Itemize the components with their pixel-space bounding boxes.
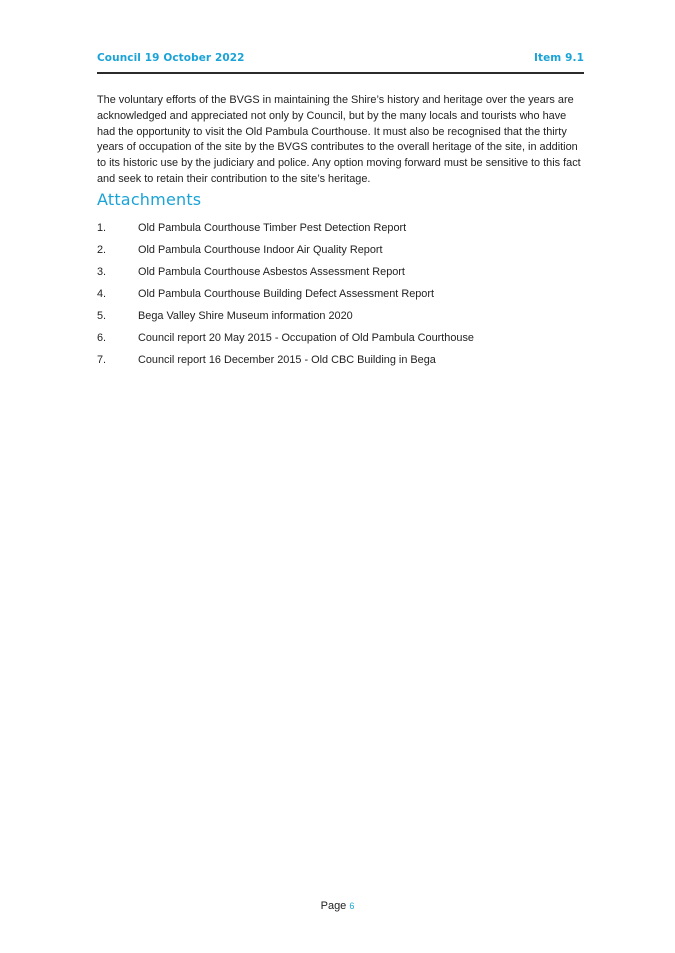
attachment-title: Old Pambula Courthouse Indoor Air Quality Report [138, 244, 383, 256]
body-paragraph: The voluntary efforts of the BVGS in maintaining the Shire’s history and heritage over the years are acknowledged and appreciated not only by Council, but by the many locals and tourists who have had the opportunity to visit the Old Pambula Courthouse. It must also be recognised that the thirty years of occupation of the site by the BVGS contributes to the overall heritage of the site, in addition to its historic use by the judiciary and police. Any option moving forward must be sensitive to this fact and seek to retain their contribution to the site’s heritage. [97, 94, 581, 185]
page-header [97, 52, 584, 74]
attachment-number: 2. [97, 244, 107, 256]
attachment-number: 1. [97, 222, 107, 234]
attachment-number: 5. [97, 310, 107, 322]
page-footer [0, 900, 675, 912]
attachment-item [97, 239, 587, 261]
attachment-number: 3. [97, 266, 107, 278]
attachment-number: 4. [97, 288, 107, 300]
attachment-title: Old Pambula Courthouse Building Defect Assessment Report [138, 288, 435, 300]
attachment-item [97, 283, 587, 305]
attachments-list [97, 217, 587, 371]
attachment-title: Council report 20 May 2015 - Occupation of Old Pambula Courthouse [138, 332, 474, 344]
attachment-item [97, 327, 587, 349]
attachment-title: Bega Valley Shire Museum information 2020 [138, 310, 353, 322]
attachment-item [97, 305, 587, 327]
attachment-title: Council report 16 December 2015 - Old CBC Building in Bega [138, 354, 436, 366]
attachment-title: Old Pambula Courthouse Asbestos Assessment Report [138, 266, 405, 278]
attachment-item [97, 349, 587, 371]
page-label: Page [320, 900, 347, 912]
attachment-title: Old Pambula Courthouse Timber Pest Detection Report [138, 222, 407, 234]
header-meeting-date: Council 19 October 2022 [97, 52, 245, 64]
page-number: 6 [349, 901, 355, 911]
attachments-heading: Attachments [97, 190, 202, 209]
attachment-number: 6. [97, 332, 107, 344]
header-item-number: Item 9.1 [533, 52, 584, 64]
attachment-item [97, 217, 587, 239]
attachment-item [97, 261, 587, 283]
attachment-number: 7. [97, 354, 107, 366]
